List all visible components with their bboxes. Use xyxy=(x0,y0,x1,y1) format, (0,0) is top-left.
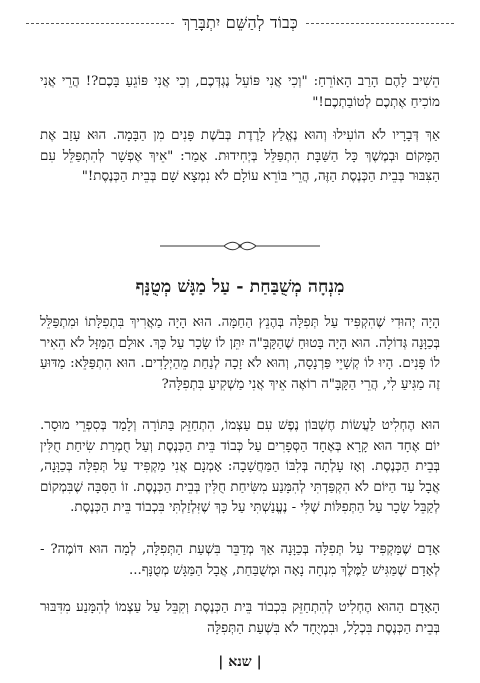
paragraph xyxy=(40,416,440,519)
paragraph-text: הָאָדָם הַהוּא הֶחְלִיט לְהִתְחַזֵּק בִּכְבוֹד בֵּית הַכְּנֶסֶת וְקִבֵּל עַל עַצְמוֹ לְהִמָּנַע מִדִּבּוּר בְּבֵית הַכְּנֶסֶת בִּכְלָל, וּבִמְיֻחָד לֹא בִּשְׁעַת הַתְּפִלָּה xyxy=(40,600,440,636)
header-divider-right xyxy=(306,23,454,24)
page-number: | שנא | xyxy=(218,654,262,670)
paragraph xyxy=(40,72,440,113)
paragraph-text: הָיָה יְהוּדִי שֶׁהִקְפִּיד עַל תְּפִלָּה בְּהֶנֵץ הַחַמָּה. הוּא הָיָה מַאֲרִיךְ בִּתְפִלָּתוֹ וּמִתְפַּלֵּל בְּכַוָּנָה גְּדוֹלָה. הוּא הָיָה בָּטוּחַ שֶׁהַקָּבָּ"ה יִתֵּן לוֹ שָׂכָר עַל כָּךְ. אוּלָם הַמַּזָּל לֹא הֵאִיר לוֹ פָּנִים. הָיוּ לוֹ קְשָׁיֵי פַּרְנָסָה, וְהוּא לֹא זָכָה לְנַחַת מֵהַיְלָדִים. הוּא הִתְפַּלֵּא: מַדּוּעַ זֶה מַגִּיעַ לִי, הֲרֵי הַקָּבָּ"ה רוֹאֶה אֵיךְ אֲנִי מַשְׁקִיעַ בִּתְפִלָּה? xyxy=(40,315,440,392)
paragraph xyxy=(40,598,440,639)
section-heading: מִנְחָה מְשֻׁבַּחַת - עַל מַגָּשׁ מְטֻנָּף xyxy=(135,277,345,297)
section-ornament xyxy=(0,240,480,252)
paragraph xyxy=(40,540,440,581)
paragraph-text: אָדָם שֶׁמַּקְפִּיד עַל תְּפִלָּה בְּכַוָּנָה אַךְ מְדַבֵּר בִּשְׁעַת הַתְּפִלָּה, לְמָה הוּא דּוֹמֶה? - לְאָדָם שֶׁמַּגִּישׁ לַמֶּלֶךְ מִנְחָה נָאָה וּמְשֻׁבַּחַת, אֲבָל הַמַּגָּשׁ מְטֻנָּף... xyxy=(40,542,440,578)
ornament-icon xyxy=(160,240,320,252)
paragraph-text: הֵשִׁיב לָהֶם הָרַב הָאוֹרֵחַ: "וְכִי אֲנִי פּוֹעֵל נֶגְדְּכֶם, וְכִי אֲנִי פּוֹגֵעַ בָּכֶם?! הֲרֵי אֲנִי מוֹכִיחַ אֶתְכֶם לְטוֹבַתְכֶם!" xyxy=(40,74,440,110)
running-header-title: כְּבוֹד לְהַשֵּׁם יִתְבָּרַךְ xyxy=(182,13,298,32)
running-header xyxy=(26,10,454,36)
paragraph xyxy=(40,313,440,395)
paragraph-text: אַךְ דְּבָרָיו לֹא הוֹעִילוּ וְהוּא נֶאֱלַץ לָרֶדֶת בְּבֹשֶׁת פָּנִים מִן הַבָּמָה. הוּא עָזַב אֶת הַמָּקוֹם וּבְמֶשֶׁךְ כָּל הַשַּׁבָּת הִתְפַּלֵּל בְּיְחִידוּת. אָמַר: "אֵיךְ אֶפְשָׁר לְהִתְפַּלֵּל עִם הַצִּבּוּר בְּבֵית הַכְּנֶסֶת הַזֶּה, הֲרֵי בּוֹרֵא עוֹלָם לֹא נִמְצָא שָׁם בְּבֵית הַכְּנֶסֶת!" xyxy=(40,128,440,185)
paragraph xyxy=(40,126,440,188)
header-divider-left xyxy=(26,23,174,24)
paragraph-text: הוּא הֶחְלִיט לַעֲשׂוֹת חֶשְׁבּוֹן נֶפֶשׁ עִם עַצְמוֹ, הִתְחַזֵּק בַּתּוֹרָה וְלָמַד בְּסִפְרֵי מוּסָר. יוֹם אֶחָד הוּא קָרָא בְּאֶחָד הַסְּפָרִים עַל כְּבוֹד בֵּית הַכְּנֶסֶת וְעַל חֻמְרַת שִׂיחַת חֻלִּין בְּבֵית הַכְּנֶסֶת. וְאָז עָלְתָה בְּלִבּוֹ הַמַּחֲשָׁבָה: אָמְנָם אֲנִי מַקְפִּיד עַל תְּפִלָּה בְּכַוָּנָה, אֲבָל עַד הַיּוֹם לֹא הִקְפַּדְתִּי לְהִמָּנַע מִשִּׂיחַת חֻלִּין בְּבֵית הַכְּנֶסֶת. זוֹ הַסִּבָּה שֶׁבִּמְקוֹם לְקַבֵּל שָׂכָר עַל הַתְּפִלּוֹת שֶׁלִּי - נֶעֱנַשְׁתִּי עַל כָּךְ שֶׁזִּלְזַלְתִּי בִּכְבוֹד בֵּית הַכְּנֶסֶת. xyxy=(40,418,440,516)
